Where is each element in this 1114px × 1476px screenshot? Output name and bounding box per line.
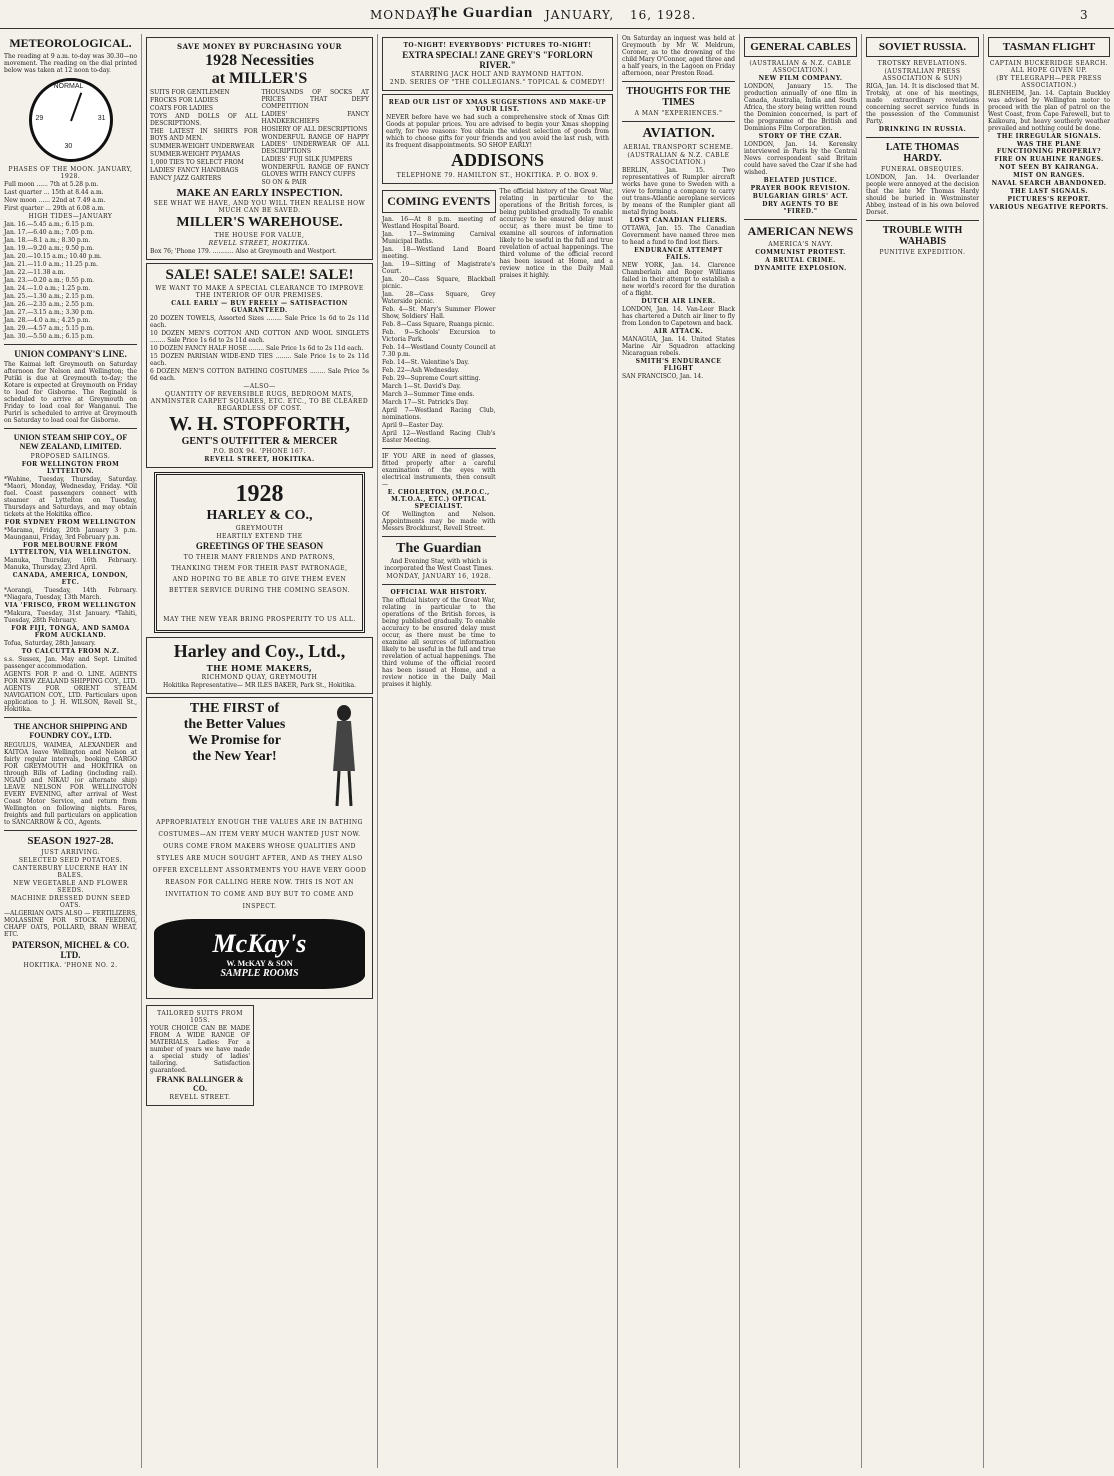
just-arriving: JUST ARRIVING.	[41, 849, 100, 856]
millers-phone: Box 76; 'Phone 179. ........... Also at Greymouth and Westport.	[150, 248, 337, 255]
fire-title: FIRE ON RUAHINE RANGES.	[994, 156, 1104, 163]
melbourne-heading: FOR MELBOURNE FROM LYTTELTON, VIA WELLINGTON.	[9, 542, 132, 556]
event-item: Jan. 16—At 8 p.m. meeting of Westland Hospital Board.	[382, 216, 496, 230]
masthead-date: 16, 1928.	[630, 8, 697, 22]
stopforth-name: W. H. STOPFORTH,	[168, 413, 350, 435]
millers-at: at MILLER'S	[211, 70, 308, 87]
meteorological-title: METEOROLOGICAL.	[9, 36, 132, 50]
sale-also-text: QUANTITY OF REVERSIBLE RUGS, BEDROOM MATS, ANMINSTER CARPET SQUARES, ETC. ETC., TO BE CLEARED REGARDLESS OF COST.	[150, 391, 369, 412]
moon-line: New moon ...... 22nd at 7.49 a.m.	[4, 197, 106, 204]
millers-item: THOUSANDS OF SOCKS AT PRICES THAT DEFY COMPETITION	[261, 89, 369, 110]
agents-text: AGENTS FOR P. and O. LINE. AGENTS FOR NEW ZEALAND SHIPPING COY., LTD. AGENTS FOR ORIENT STEAM NAVIGATION COY., LTD. Particulars upon application to J. H. WILSON, Revell St., Hokitika.	[4, 671, 137, 713]
harley-town: GREYMOUTH	[235, 525, 284, 532]
column-2	[142, 34, 378, 1468]
american-sub: AMERICA'S NAVY.	[768, 241, 833, 248]
column-3	[378, 34, 618, 1468]
column-7	[984, 34, 1114, 1468]
tide-line: Jan. 27.—3.15 a.m.; 3.30 p.m.	[4, 309, 95, 316]
tide-line: Jan. 16.—5.45 a.m.; 6.15 p.m.	[4, 221, 95, 228]
soviet-sub: TROTSKY REVELATIONS.	[877, 60, 968, 67]
harley-name: HARLEY & CO.,	[206, 508, 313, 523]
anchor-title: THE ANCHOR SHIPPING AND FOUNDRY COY., LTD.	[13, 722, 128, 740]
mist-title: MIST ON RANGES.	[1013, 172, 1085, 179]
tasman-sub: CAPTAIN BUCKERIDGE SEARCH. ALL HOPE GIVEN UP.	[989, 60, 1109, 74]
event-item: March 3—Summer Time ends.	[382, 391, 475, 398]
air-attack-text: MANAGUA, Jan. 14. United States Marine Air Squadron attacking Nicaraguan rebels.	[622, 336, 735, 357]
pictures-series: 2ND. SERIES OF "THE COLLEGIANS." TOPICAL & COMEDY!	[389, 79, 606, 86]
tailored-title: TAILORED SUITS FROM 105S.	[157, 1010, 243, 1024]
tasman-text: BLENHEIM, Jan. 14. Captain Buckley was advised by Wellington motor to proceed with the plan of patrol on the West Coast, from Cape Farewell, but to Kaikoura, but heavy southerly weather prevailed and nothing could be done.	[988, 90, 1110, 132]
endurance-text: NEW YORK, Jan. 14. Clarence Chamberlain and Roger Williams failed in their attempt to establish a new world's record for the duration of a flight.	[622, 262, 735, 297]
naval-title: NAVAL SEARCH ABANDONED.	[991, 180, 1107, 187]
mckay-advert	[146, 697, 373, 999]
wellington-text: *Wahine, Tuesday, Thursday, Saturday. *Maori, Monday, Wednesday, Friday. *Oil fuel. Coast passengers connect with steamer at Lyttelton on Tuesday, Thursdays and Saturdays, and may obtain tickets at the Hokitika office.	[4, 476, 137, 518]
harley-rep: Hokitika Representative— MR ILES BAKER, Park St., Hokitika.	[163, 682, 356, 689]
millers-street: REVELL STREET, HOKITIKA.	[208, 240, 311, 247]
sale-title: SALE! SALE! SALE! SALE!	[165, 267, 354, 283]
algerian-oats: —ALGERIAN OATS ALSO — FERTILIZERS, MOLASSINE FOR STOCK FEEDING, CHAFF OATS, POLLARD, BRAN WHEAT, ETC.	[4, 910, 137, 938]
paterson-firm: PATERSON, MICHEL & CO. LTD.	[12, 940, 129, 960]
millers-item: SUMMER-WEIGHT UNDERWEAR	[150, 143, 255, 150]
millers-item: WONDERFUL RANGE OF FANCY GLOVES WITH FANCY CUFFS	[261, 164, 369, 178]
tide-line: Jan. 19.—9.20 a.m.; 9.50 p.m.	[4, 245, 95, 252]
bather-figure-illustration	[319, 701, 369, 811]
sydney-heading: FOR SYDNEY FROM WELLINGTON	[4, 519, 137, 526]
tailored-street: REVELL STREET.	[169, 1094, 231, 1101]
drinking-title: DRINKING IN RUSSIA.	[878, 126, 967, 133]
guardian-date: MONDAY, JANUARY 16, 1928.	[386, 573, 492, 580]
event-item: Feb. 14—Westland County Council at 7.30 p.m.	[382, 344, 496, 358]
dutch-title: DUTCH AIR LINER.	[641, 298, 716, 305]
pictures-extra: EXTRA SPECIAL! ZANE GREY'S "FORLORN RIVER."	[402, 50, 593, 70]
belated-title: BELATED JUSTICE.	[763, 177, 838, 184]
frisco-text: *Makura, Tuesday, 31st January. *Tahiti, Tuesday, 28th February.	[4, 610, 137, 624]
tailored-advert	[146, 1005, 254, 1106]
harley-heartily: HEARTILY EXTEND THE	[216, 533, 303, 540]
last-signals-title: THE LAST SIGNALS.	[1010, 188, 1088, 195]
dial-left: 29	[35, 115, 44, 122]
irregular-title: THE IRREGULAR SIGNALS.	[996, 133, 1102, 140]
millers-inspect: MAKE AN EARLY INSPECTION.	[176, 187, 343, 199]
lucerne-hay: CANTERBURY LUCERNE HAY IN BALES.	[12, 865, 129, 879]
event-item: Feb. 22—Ash Wednesday.	[382, 367, 460, 374]
mckay-name: McKay's	[212, 929, 307, 958]
bulgarian-title: BULGARIAN GIRLS' ACT.	[752, 193, 849, 200]
masthead	[0, 0, 1114, 26]
harley-greeting-advert	[154, 472, 365, 633]
masthead-paper: The Guardian	[430, 5, 534, 21]
tide-line: Jan. 17.—6.40 a.m.; 7.05 p.m.	[4, 229, 95, 236]
moon-line: Full moon ...... 7th at 5.28 p.m.	[4, 181, 99, 188]
sale-item: 10 DOZEN MEN'S COTTON AND COTTON AND WOOL SINGLETS ........ Sale Price 1s 6d to 2s 11d each.	[150, 330, 369, 344]
lost-fliers-text: OTTAWA, Jan. 15. The Canadian Government have named three men to head a fund to find lost fliers.	[622, 225, 735, 246]
millers-advert	[146, 37, 373, 260]
pictures-header: TO-NIGHT! EVERYBODYS' PICTURES TO-NIGHT!	[403, 42, 592, 49]
event-item: Jan. 17—Swimming Carnival Municipal Baths.	[382, 231, 496, 245]
masthead-page: 3	[1080, 8, 1089, 22]
wahabis-title: TROUBLE WITH WAHABIS	[882, 225, 963, 247]
better-values: the Better Values	[183, 717, 286, 732]
harley-ltd: Harley and Coy., Ltd.,	[173, 641, 346, 661]
eye-text: IF YOU ARE in need of glasses, fitted properly after a careful examination of the eyes with electrical instruments, then consult—	[382, 453, 496, 488]
meteorological-text: The reading at 9 a.m. to-day was 30.30—no movement. The reading on the dial printed below was taken at 12 noon to-day.	[4, 53, 137, 74]
harley-makers: THE HOME MAKERS,	[206, 663, 313, 673]
millers-tagline: THE HOUSE FOR VALUE,	[214, 232, 305, 239]
hardy-sub: FUNERAL OBSEQUIES.	[881, 166, 964, 173]
fiji-text: Tofua, Saturday, 28th January.	[4, 640, 96, 647]
aviation-loc: (AUSTRALIAN & N.Z. CABLE ASSOCIATION.)	[627, 152, 730, 166]
column-1	[0, 34, 142, 1468]
event-item: Jan. 19—Sitting of Magistrate's Court.	[382, 261, 496, 275]
fiji-heading: FOR FIJI, TONGA, AND SAMOA FROM AUCKLAND.	[11, 625, 130, 639]
canada-heading: CANADA, AMERICA, LONDON, ETC.	[12, 572, 129, 586]
tide-line: Jan. 18.—8.1 a.m.; 8.30 p.m.	[4, 237, 91, 244]
sale-item: 10 DOZEN FANCY HALF HOSE ........ Sale Price 1s 6d to 2s 11d each.	[150, 345, 364, 352]
tide-line: Jan. 21.—11.0 a.m.; 11.25 p.m.	[4, 261, 98, 268]
guardian-sub: And Evening Star, with which is incorporated the West Coast Times.	[384, 558, 494, 572]
hardy-text: LONDON, Jan. 14. Overlander people were annoyed at the decision that the late Mr Thomas Hardy should be buried in Westminster Abbey, instead of in his own beloved Dorset.	[866, 174, 979, 216]
harley-quay: RICHMOND QUAY, GREYMOUTH	[201, 674, 318, 681]
event-item: Jan. 18—Westland Land Board meeting.	[382, 246, 496, 260]
event-item: March 1—St. David's Day.	[382, 383, 461, 390]
brutal-title: A BRUTAL CRIME.	[765, 257, 836, 264]
canada-text: *Aorangi, Tuesday, 14th February. *Niagara, Tuesday, 13th March.	[4, 587, 137, 601]
addisons-line: TELEPHONE 79. HAMILTON ST., HOKITIKA. P. O. BOX 9.	[396, 172, 599, 179]
xmas-title: READ OUR LIST OF XMAS SUGGESTIONS AND MAKE-UP YOUR LIST.	[388, 99, 607, 113]
column-5	[740, 34, 862, 1468]
tides-title: HIGH TIDES—JANUARY	[28, 213, 113, 220]
tasman-title: TASMAN FLIGHT	[988, 37, 1110, 57]
communist-title: COMMUNIST PROTEST.	[755, 249, 846, 256]
film-text: LONDON, January 15. The production annually of one film in Canada, Australia, India and South Africa, the story being written round the Dominion concerned, is part of the programme of the British and Dominions Film Corporation.	[744, 83, 857, 132]
millers-item: SUMMER-WEIGHT PYJAMAS	[150, 151, 241, 158]
guardian-title: The Guardian	[396, 541, 482, 556]
soviet-text: RIGA, Jan. 14. It is disclosed that M. Trotsky, at one of his meetings, made extraordinary revelations concerning secret service funds in the possession of the Communist Party.	[866, 83, 979, 125]
prayer-title: PRAYER BOOK REVISION.	[750, 185, 851, 192]
tide-line: Jan. 20.—10.15 a.m.; 10.40 p.m.	[4, 253, 102, 260]
soviet-title: SOVIET RUSSIA.	[866, 37, 979, 57]
negative-reports-title: VARIOUS NEGATIVE REPORTS.	[989, 204, 1109, 211]
event-item: Feb. 8—Cass Square, Ruanga picnic.	[382, 321, 495, 328]
vegetable-seeds: NEW VEGETABLE AND FLOWER SEEDS.	[13, 880, 128, 894]
dial-hand	[70, 92, 82, 121]
sale-item: 6 DOZEN MEN'S COTTON BATHING COSTUMES ........ Sale Price 5s 6d each.	[150, 368, 369, 382]
millers-item: TOYS AND DOLLS OF ALL DESCRIPTIONS.	[150, 113, 258, 127]
new-year: the New Year!	[192, 749, 277, 764]
paterson-location: HOKITIKA. 'PHONE NO. 2.	[23, 962, 118, 969]
event-item: Feb. 9—Schools' Excursion to Victoria Park.	[382, 329, 496, 343]
sale-also: —ALSO—	[243, 383, 276, 390]
event-item: April 7—Westland Racing Club, nominations.	[382, 407, 496, 421]
event-item: April 9—Easter Day.	[382, 422, 444, 429]
harley-wish: MAY THE NEW YEAR BRING PROSPERITY TO US ALL.	[163, 616, 356, 623]
millers-item: LADIES' FUJI SILK JUMPERS	[261, 156, 353, 163]
event-item: Jan. 28—Cass Square, Grey Waterside picnic.	[382, 291, 496, 305]
millers-item: COATS FOR LADIES	[150, 105, 214, 112]
millers-item: FROCKS FOR LADIES	[150, 97, 219, 104]
masthead-day: MONDAY,	[370, 8, 438, 22]
war-text-continued: The official history of the Great War, relating in particular to the operations of the British forces, is being published gradually. To enable accuracy to be ensured delay must occur, as there must be time to examine all sources of information likely to be useful in the full and true revelation of actual happenings. The third volume of the official record has been issued at Home, and a review notice in the Daily Mail praises it highly.	[499, 188, 613, 279]
moon-line: First quarter ... 29th at 6.08 a.m.	[4, 205, 105, 212]
stopforth-pobox: P.O. BOX 94. 'PHONE 167.	[213, 448, 306, 455]
coming-events-title: COMING EVENTS	[382, 190, 496, 213]
season-title: SEASON 1927-28.	[27, 835, 114, 847]
dynamite-title: DYNAMITE EXPLOSION.	[754, 265, 847, 272]
anchor-text: REGULUS, WAIMEA, ALEXANDER and KAITOA leave Wellington and Nelson at fairly regular intervals, booking CARGO FOR GREYMOUTH and HOKITIKA on through Bills of Lading (including rail). NGAIO and NIKAU (or alternate ship) LEAVE NELSON FOR WELLINGTON EVERY EVENING, after arrival of West Coast Motor Service, and return from Wellington on following nights. Fares, freights and full particulars on application to SANCARROW & CO., Agents.	[4, 742, 137, 826]
event-item: Jan. 20—Cass Square, Blackball picnic.	[382, 276, 496, 290]
harley-body: TO THEIR MANY FRIENDS AND PATRONS, THANKING THEM FOR THEIR PAST PATRONAGE, AND HOPING TO BE ABLE TO GIVE THEM EVEN BETTER SERVICE DURING THE COMING SEASON.	[169, 554, 350, 594]
soviet-loc: (AUSTRALIAN PRESS ASSOCIATION & SUN)	[882, 68, 963, 82]
war-text: The official history of the Great War, relating in particular to the operations of the British forces, is being published gradually. To enable accuracy to be ensured delay must occur, as there must be time to examine all sources of information likely to be useful in the full and true revelation of actual happenings. The third volume of the official record has been issued at Home, and a review notice in the Daily Mail praises it highly.	[382, 597, 496, 688]
dutch-text: LONDON, Jan. 14. Van-Leer Black has chartered a Dutch air liner to fly from London to Capetown and back.	[622, 306, 735, 327]
frisco-heading: VIA 'FRISCO, FROM WELLINGTON	[4, 602, 137, 609]
dial-right: 31	[97, 115, 106, 122]
lost-fliers-title: LOST CANADIAN FLIERS.	[629, 217, 728, 224]
barometer-dial	[29, 78, 113, 162]
general-cables-loc: (AUSTRALIAN & N.Z. CABLE ASSOCIATION.)	[749, 60, 852, 74]
millers-item: 1,000 TIES TO SELECT FROM	[150, 159, 244, 166]
millers-item: WONDERFUL RANGE OF HAPPY LADIES' UNDERWEAR OF ALL DESCRIPTIONS	[261, 134, 369, 155]
tailored-firm: FRANK BALLINGER & CO.	[156, 1075, 244, 1093]
millers-item: HOSIERY OF ALL DESCRIPTIONS	[261, 126, 368, 133]
tide-line: Jan. 30.—5.50 a.m.; 6.15 p.m.	[4, 333, 95, 340]
inquest-text: On Saturday an inquest was held at Greymouth by Mr W. Meldrum, Coroner, as to the drowning of the child Mary O'Connor, aged three and a half years, in the Lagoon on Friday afternoon, near Preston Road.	[622, 35, 735, 77]
event-item: Feb. 14—St. Valentine's Day.	[382, 359, 469, 366]
film-title: NEW FILM COMPANY.	[758, 75, 843, 82]
wahabis-sub: PUNITIVE EXPEDITION.	[879, 249, 966, 256]
moon-line: Last quarter ... 15th at 8.44 a.m.	[4, 189, 104, 196]
sale-call: CALL EARLY — BUY FREELY — SATISFACTION GUARANTEED.	[171, 300, 348, 314]
millers-item: THE LATEST IN SHIRTS FOR BOYS AND MEN.	[150, 128, 258, 142]
editorial-column	[500, 187, 614, 689]
xmas-text: NEVER before have we had such a comprehensive stock of Xmas Gift Goods at popular prices. You are advised to begin your Xmas shopping early, for two reasons: You obtain the widest selection of goods from which to choose gifts for your friends and you avoid the last rush, with its frequent disappointments. SO SHOP EARLY!	[386, 114, 609, 149]
sale-item: 20 DOZEN TOWELS, Assorted Sizes ........ Sale Price 1s 6d to 2s 11d each.	[150, 315, 369, 329]
millers-item: FANCY JAZZ GARTERS	[150, 175, 222, 182]
pictures-report-title: PICTURES'S REPORT.	[1007, 196, 1091, 203]
moon-title: PHASES OF THE MOON. JANUARY, 1928.	[8, 166, 133, 180]
millers-warehouse: MILLER'S WAREHOUSE.	[176, 215, 343, 230]
millers-item: SUITS FOR GENTLEMEN	[150, 89, 230, 96]
czar-title: STORY OF THE CZAR.	[758, 133, 843, 140]
calcutta-text: s.s. Sussex, Jan. May and Sept. Limited passenger accommodation.	[4, 656, 137, 670]
seed-oats: MACHINE DRESSED DUNN SEED OATS.	[10, 895, 131, 909]
pictures-starring: STARRING JACK HOLT AND RAYMOND HATTON.	[411, 71, 584, 78]
millers-necessities: 1928 Necessities	[205, 52, 314, 69]
stopforth-outfitter: GENT'S OUTFITTER & MERCER	[181, 436, 338, 447]
endurance-title: ENDURANCE ATTEMPT FAILS.	[634, 247, 723, 261]
war-title: OFFICIAL WAR HISTORY.	[390, 589, 488, 596]
first-of: THE FIRST of	[189, 701, 280, 716]
harley-year: 1928	[235, 481, 284, 507]
tide-line: Jan. 28.—4.0 a.m.; 4.25 p.m.	[4, 317, 91, 324]
millers-item: LADIES' FANCY HANDBAGS	[150, 167, 239, 174]
sale-advert	[146, 263, 373, 468]
sale-item: 15 DOZEN PARISIAN WIDE-END TIES ........ Sale Price 1s to 2s 11d each.	[150, 353, 369, 367]
tide-line: Jan. 29.—4.57 a.m.; 5.15 p.m.	[4, 325, 95, 332]
tide-line: Jan. 26.—2.35 a.m.; 2.55 p.m.	[4, 301, 95, 308]
addisons-name: ADDISONS	[450, 150, 545, 170]
we-promise: We Promise for	[187, 733, 282, 748]
dial-normal: NORMAL	[53, 83, 84, 90]
general-cables-title: GENERAL CABLES	[744, 37, 857, 57]
hardy-title: LATE THOMAS HARDY.	[885, 142, 960, 164]
event-item: March 17—St. Patrick's Day.	[382, 399, 469, 406]
sale-intro: WE WANT TO MAKE A SPECIAL CLEARANCE TO IMPROVE THE INTERIOR OF OUR PREMISES.	[155, 285, 364, 299]
column-6	[862, 34, 984, 1468]
mckay-sub: W. McKAY & SON	[226, 959, 293, 968]
melbourne-text: Manuka, Thursday, 16th February. Manuka, Thursday, 23rd April.	[4, 557, 137, 571]
union-text: The Kaimai left Greymouth on Saturday afternoon for Nelson and Wellington; the Putiki is due at Greymouth to-day; the Kotare is expected at Greymouth on Friday to load for Gisborne. The Reginald is scheduled to arrive at Greymouth on Friday to load coal for Wanganui. The Puriri is scheduled to arrive at Greymouth on Saturday to load coal for Gisborne.	[4, 361, 137, 424]
millers-inspect-text: SEE WHAT WE HAVE, AND YOU WILL THEN REALISE HOW MUCH CAN BE SAVED.	[153, 200, 366, 214]
optician-name: E. CHOLERTON, (M.P.O.C., M.T.O.A., ETC.) OPTICAL SPECIALIST.	[387, 489, 490, 510]
masthead-month: JANUARY,	[545, 8, 615, 22]
tide-line: Jan. 22.—11.38 a.m.	[4, 269, 66, 276]
harley-ltd-advert	[146, 637, 373, 694]
optician-text: Of Wellington and Nelson. Appointments may be made with Messrs Brockhurst, Revell Street.	[382, 511, 496, 532]
stopforth-street: REVELL STREET, HOKITIKA.	[204, 456, 315, 463]
dial-center: 30	[64, 143, 73, 150]
millers-item: LADIES' FANCY HANDKERCHIEFS	[261, 111, 369, 125]
bathing-text: APPROPRIATELY ENOUGH THE VALUES ARE IN BATHING COSTUMES—AN ITEM VERY MUCH WANTED JUST NOW. OURS COME FROM MAKERS WHOSE QUALITIES AND STYLES ARE MUCH SOUGHT AFTER, AND AS THEY ALSO OFFER EXCELLENT ASSORTMENTS YOU HAVE VERY GOOD REASON FOR CALLING HERE NOW. THIS IS NOT AN INVITATION TO COME AND BUY BUT TO COME AND INSPECT.	[152, 819, 367, 910]
sydney-text: *Marama, Friday, 20th January 3 p.m. Maunganui, Friday, 3rd February p.m.	[4, 527, 137, 541]
union-title: UNION COMPANY'S LINE.	[14, 349, 127, 359]
calcutta-heading: TO CALCUTTA FROM N.Z.	[21, 648, 120, 655]
tailored-text: YOUR CHOICE CAN BE MADE FROM A WIDE RANGE OF MATERIALS. Ladies: For a number of years we have made a special study of ladies' tailoring. Satisfaction guaranteed.	[150, 1025, 250, 1074]
thoughts-sub: A MAN "EXPERIENCES."	[634, 110, 723, 117]
tide-line: Jan. 25.—1.30 a.m.; 2.15 p.m.	[4, 293, 95, 300]
tide-line: Jan. 23.—0.20 a.m.; 0.55 p.m.	[4, 277, 95, 284]
column-4	[618, 34, 740, 1468]
smith-title: SMITH'S ENDURANCE FLIGHT	[635, 358, 722, 372]
thoughts-title: THOUGHTS FOR THE TIMES	[626, 86, 731, 108]
aviation-title: AVIATION.	[642, 126, 715, 141]
aviation-sub: AERIAL TRANSPORT SCHEME.	[623, 144, 734, 151]
american-title: AMERICAN NEWS	[747, 224, 854, 238]
millers-item: SO ON & PAIR	[261, 179, 307, 186]
mckay-logo	[154, 919, 365, 989]
dry-title: DRY AGENTS TO BE "FIRED."	[762, 201, 839, 215]
notseen-title: NOT SEEN BY KAIRANGA.	[999, 164, 1099, 171]
event-item: Feb. 4—St. Mary's Summer Flower Show, Soldiers' Hall.	[382, 306, 496, 320]
proposed-sailings: PROPOSED SAILINGS.	[30, 453, 111, 460]
tide-line: Jan. 24.—1.0 a.m.; 1.25 p.m.	[4, 285, 91, 292]
millers-intro: SAVE MONEY BY PURCHASING YOUR	[177, 42, 342, 51]
event-item: April 12—Westland Racing Club's Easter Meeting.	[382, 430, 496, 444]
event-item: Feb. 29—Supreme Court sitting.	[382, 375, 481, 382]
czar-text: LONDON, Jan. 14. Kerensky interviewed in Paris by the Central News correspondent said Britain could have saved the Czar if she had wished.	[744, 141, 857, 176]
mckay-sample: SAMPLE ROOMS	[220, 968, 299, 979]
air-attack-title: AIR ATTACK.	[653, 328, 704, 335]
seed-potatoes: SELECTED SEED POTATOES.	[18, 857, 123, 864]
function-title: WAS THE PLANE FUNCTIONING PROPERLY?	[996, 141, 1102, 155]
masthead-rule	[0, 28, 1114, 29]
smith-text: SAN FRANCISCO, Jan. 14.	[622, 373, 704, 380]
union-steam-title: UNION STEAM SHIP COY., OF NEW ZEALAND, LIMITED.	[13, 433, 128, 451]
addisons-advert	[382, 94, 613, 184]
harley-greetings: GREETINGS OF THE SEASON	[195, 541, 324, 551]
tasman-loc: (BY TELEGRAPH—PER PRESS ASSOCIATION.)	[996, 75, 1102, 89]
aviation-text: BERLIN, Jan. 15. Two representatives of Rumpler aircraft works have gone to Sweden with a view to forming a company to carry out trans-Atlantic aeroplane services by means of the Rumpler giant all metal flying boats.	[622, 167, 735, 216]
pictures-advert	[382, 37, 613, 91]
wellington-heading: FOR WELLINGTON FROM LYTTELTON.	[21, 461, 120, 475]
